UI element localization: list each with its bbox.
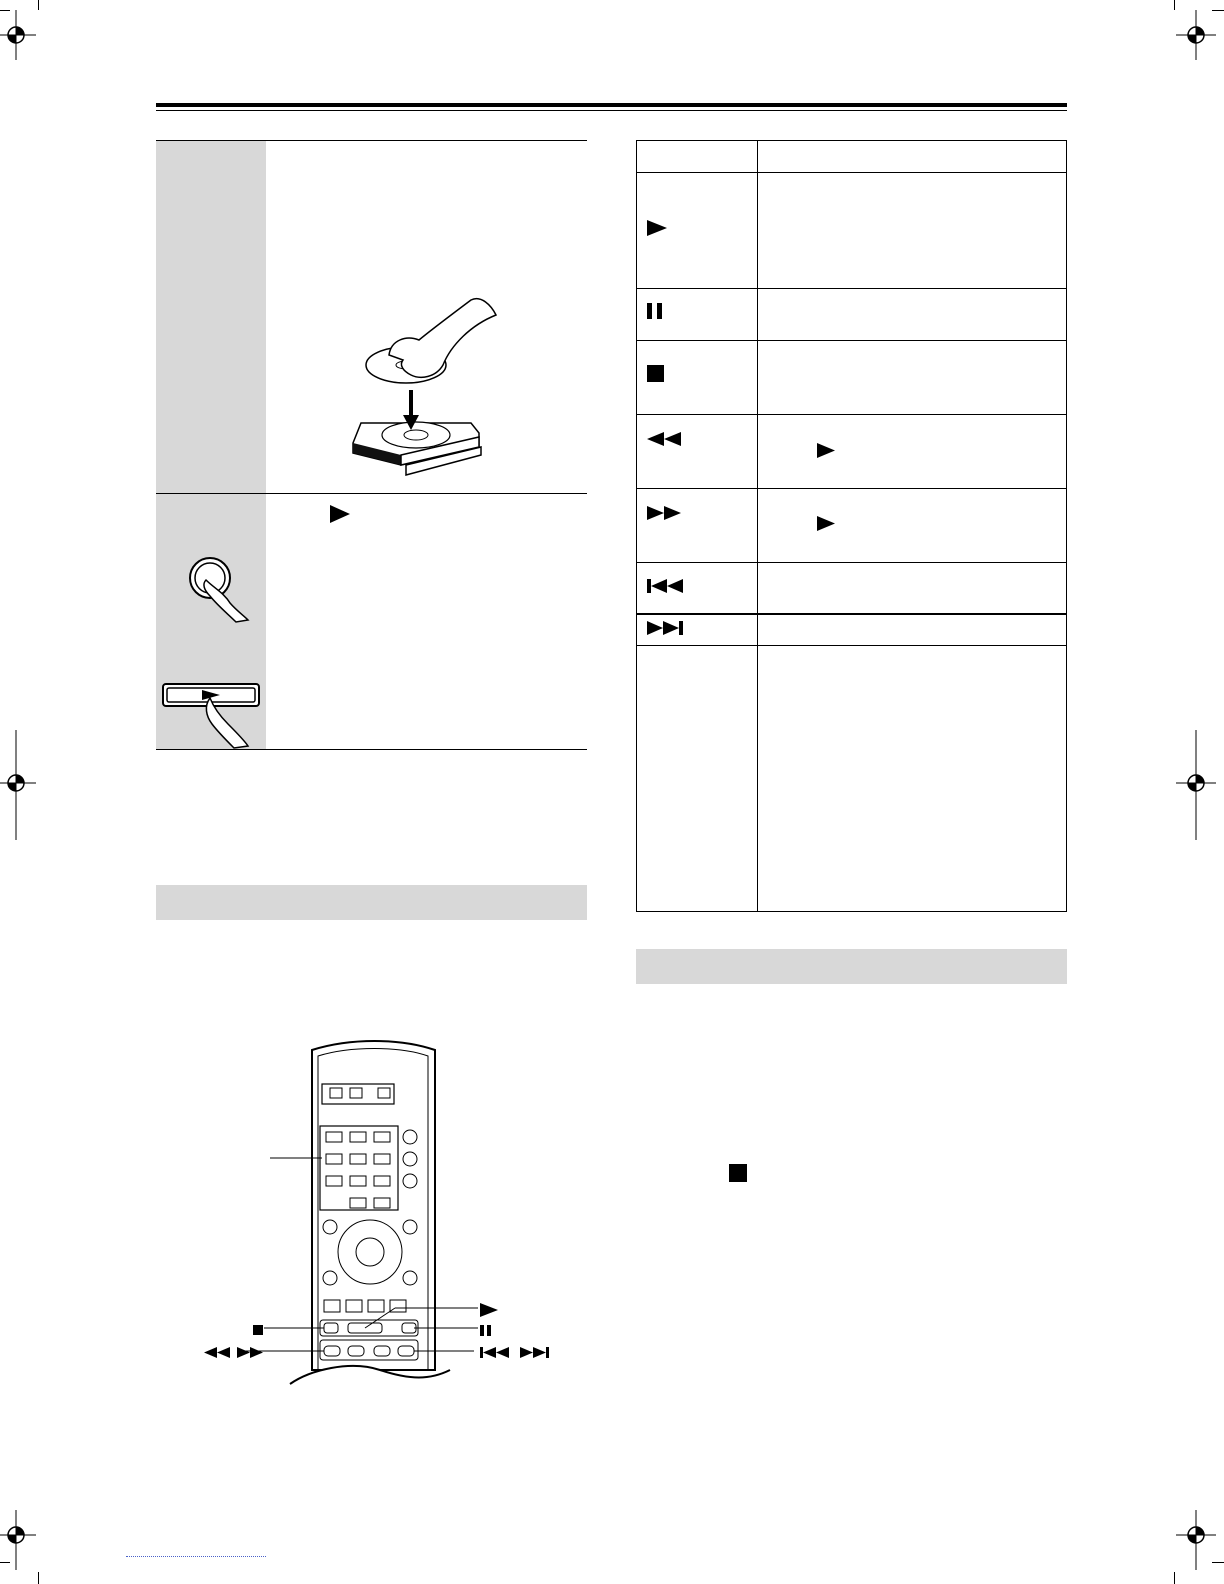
fast-forward-icon [647,506,681,520]
crosshair-circle-icon [0,10,36,60]
crosshair-circle-icon [0,1510,36,1570]
stop-icon [647,365,664,382]
disc-insert-illustration [351,295,501,480]
pause-icon [647,303,663,319]
footer-link-underline [126,1556,266,1557]
crop-mark-bottom-right-v [1174,1572,1175,1584]
crosshair-circle-icon [0,730,36,840]
crosshair-circle-icon [1176,1510,1216,1570]
header-rule-thick [156,103,1067,107]
table-row [637,288,1066,289]
header-rule-thin [156,110,1067,111]
next-track-icon [647,621,683,635]
rewind-icon [204,1347,230,1358]
stop-icon [729,1164,747,1182]
steps-top-rule [156,140,587,141]
previous-track-icon [647,579,683,593]
rewind-icon [647,432,681,446]
play-icon [480,1303,498,1317]
fast-forward-icon [237,1347,263,1358]
controls-table [636,140,1067,912]
steps-mid-rule [156,493,587,494]
section-heading-bar-right [636,949,1067,984]
pause-icon [480,1325,492,1336]
table-row [637,562,1066,563]
table-row [637,645,1066,646]
table-row [637,613,1066,615]
previous-track-icon [480,1347,510,1358]
section-heading-bar-left [156,885,587,920]
play-icon [330,505,350,523]
steps-table [156,140,587,750]
crosshair-circle-icon [1176,10,1216,60]
crop-mark-top-left-v [38,0,39,10]
next-track-icon [520,1347,550,1358]
play-icon [647,220,667,236]
play-icon [817,516,835,531]
table-row [637,488,1066,489]
play-button-bar-illustration [162,680,262,750]
stop-icon [253,1325,263,1335]
table-row [637,340,1066,341]
play-icon [817,443,835,458]
controls-table-divider [757,141,758,911]
step-1-shade [156,140,266,494]
play-button-press-illustration [186,548,256,623]
crosshair-circle-icon [1176,730,1216,840]
crop-mark-bottom-left-v [38,1572,39,1584]
table-row [637,414,1066,415]
crop-mark-top-right-v [1174,0,1175,10]
table-row [637,172,1066,173]
